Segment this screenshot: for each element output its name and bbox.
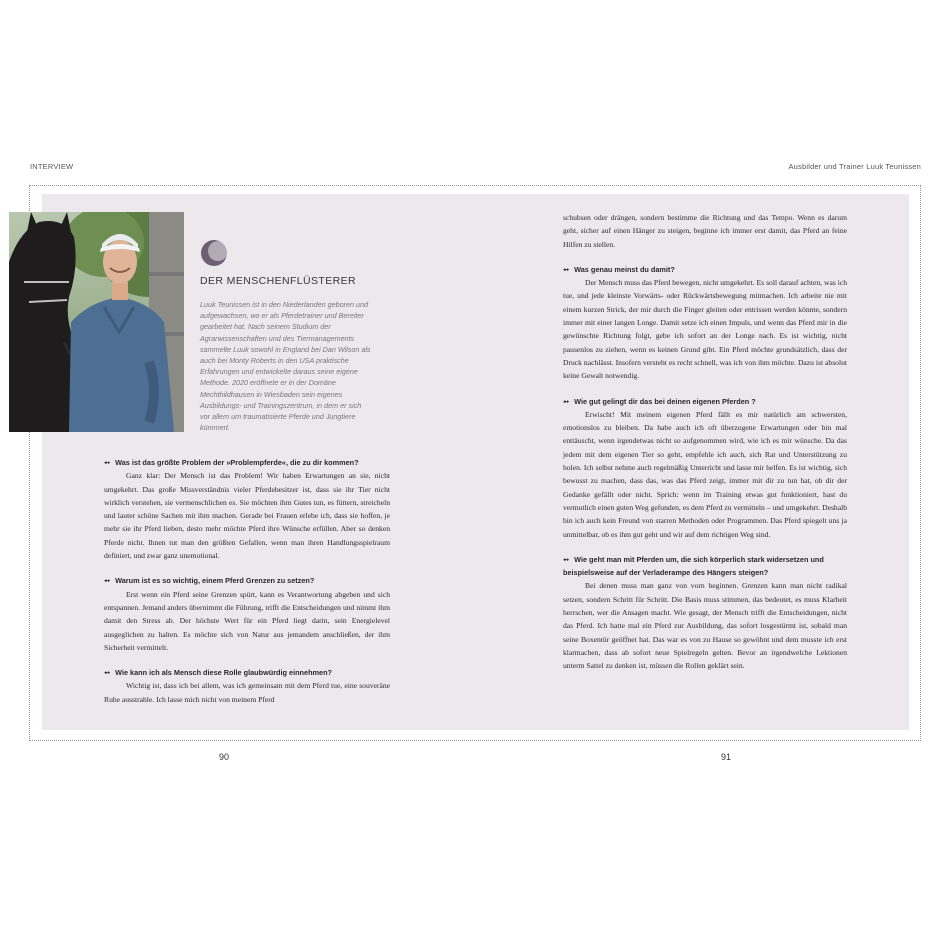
- crescent-moon-icon: [200, 239, 228, 267]
- page-number-right: 91: [721, 752, 732, 762]
- question: ➻ Was genau meinst du damit?: [563, 264, 675, 274]
- arrow-bullet-icon: ➻: [104, 458, 111, 467]
- intro-box: [200, 239, 372, 433]
- intro-title: DER MENSCHENFLÜSTERER: [200, 275, 356, 287]
- answer: Erst wenn ein Pferd seine Grenzen spürt, kann es Verantwortung abgeben und sich entspannen. Jemand anders übernimmt die Führung, trifft die Entscheidungen und nimmt ihm damit den Stress ab. Der höchste Wert für ein Pferd liegt darin, sein Energielevel ausgeglichen zu halten. Es möchte sich von Natur aus jemandem anschließen, der ihm Sicherheit vermittelt.: [104, 589, 390, 652]
- answer: Ganz klar: Der Mensch ist das Problem! Wir haben Erwartungen an sie, nicht umgekehrt. Das große Missverständnis vieler Pferdebesitzer ist, dass sie ihr Tier nicht wirklich verstehen, sie vermenschlichen es. Sie möchten ihm Gutes tun, es füttern, streicheln und lauter schöne Sachen mit ihm machen. Gerade bei Frauen erlebe ich, dass sie hoffen, je mehr sie ihr Pferd lieben, desto mehr möchte Pferd ihre Wünsche erfüllen. Aber so denken Pferde nicht. Ihnen tut man den größten Gefallen, wenn man ihren Handlungsspielraum definiert, und zwar ganz unemotional.: [104, 471, 390, 561]
- page-number-left: 90: [219, 752, 230, 762]
- arrow-bullet-icon: ➻: [563, 554, 570, 564]
- question: ➻ Wie gut gelingt dir das bei deinen eigenen Pferden ?: [563, 396, 756, 406]
- arrow-bullet-icon: ➻: [563, 264, 570, 274]
- question: ➻ Wie kann ich als Mensch diese Rolle glaubwürdig einnehmen?: [104, 668, 332, 678]
- arrow-bullet-icon: ➻: [563, 396, 570, 406]
- question: ➻ Wie geht man mit Pferden um, die sich körperlich stark widersetzen und beispielsweise auf der Verladerampe des Hängers steigen?: [563, 554, 824, 578]
- question: ➻ Was ist das größte Problem der »Problempferde«, die zu dir kommen?: [104, 458, 359, 467]
- answer-continuation: schubsen oder drängen, sondern bestimme die Richtung und das Tempo. Wenn es darum geht, sicher auf einen Hänger zu steigen, beginne ich immer erst damit, das Pferd an feine Hilfen zu stellen.: [563, 213, 847, 249]
- running-head-left: INTERVIEW: [30, 162, 74, 171]
- answer: Bei denen muss man ganz von vorn beginnen. Grenzen kann man nicht radikal setzen, sondern Schritt für Schritt. Die Basis muss stimmen, das bedeutet, es muss Klarheit herrschen, wer die Ansagen macht. Wie gesagt, der Mensch trifft die Entscheidungen, nicht das Pferd. Ich hatte mal ein Pferd zur Ausbildung, das sofort losgestürmt ist, sobald man seine Boxentür geöffnet hat. Das war es von zu Hause so gewöhnt und dem musste ich erst klarmachen, dass ab sofort neue Spielregeln gelten. Bevor an irgendwelche Lektionen unterm Sattel zu denken ist, müssen die Rollen geklärt sein.: [563, 581, 847, 671]
- left-column: [104, 456, 390, 706]
- answer: Erwischt! Mit meinem eigenen Pferd fällt es mir natürlich am schwersten, emotionslos zu bleiben. Da habe auch ich oft überzogene Erwartungen oder bin mal enttäuscht, wenn irgendetwas nicht so aufgenommen wird, wie ich es mir wünsche. Da das jedem mit dem eigenen Tier so geht, empfehle ich auch, sich Rat und Unterstützung zu holen. Ich selbst nehme auch regelmäßig Unterricht und lasse mir helfen. Es ist wichtig, sich bewusst zu machen, dass das, was das Pferd zeigt, immer mit dir zu tun hat, ob dir der Gedanke gefällt oder nicht. Sprich: wenn im Training etwas gut funktioniert, hast du vermutlich einen guten Weg gefunden, es dem Pferd zu vermitteln – und umgekehrt. Deshalb bin ich auch kein Freund von starren Methoden oder Programmen. Das Pferd spiegelt uns ja unmittelbar, ob es ihm gut geht und wir auf dem richtigen Weg sind.: [563, 409, 847, 539]
- right-column: [563, 211, 847, 673]
- arrow-bullet-icon: ➻: [104, 576, 111, 586]
- horse-and-trainer-photo: [9, 212, 184, 432]
- intro-text: Luuk Teunissen ist in den Niederlanden geboren und aufgewachsen, wo er als Pferdetrainer und Bereiter gearbeitet hat. Nach seinem Studium der Agrarwissenschaften und des Tiermanagements sammelte Luuk sowohl in England bei Dan Wilson als auch bei Monty Roberts in den USA praktische Erfahrungen und entwickelte daraus seine eigene Methode. 2020 eröffnete er in der Domäne Mechthildhausen in Wiesbaden sein eigenes Ausbildungs- und Trainingszentrum, in dem er sich vor allem um traumatisierte Pferde und Jungtiere kümmert.: [200, 300, 371, 433]
- arrow-bullet-icon: ➻: [104, 668, 111, 678]
- running-head-right: Ausbilder und Trainer Luuk Teunissen: [788, 162, 921, 171]
- question: ➻ Warum ist es so wichtig, einem Pferd Grenzen zu setzen?: [104, 576, 315, 586]
- answer: Wichtig ist, dass ich bei allem, was ich gemeinsam mit dem Pferd tue, eine souveräne Ruhe ausstrahle. Ich lasse mich nicht von meinem Pferd: [104, 681, 390, 704]
- answer: Der Mensch muss das Pferd bewegen, nicht umgekehrt. Es soll darauf achten, was ich tue, und jede kleinste Vorwärts- oder Rückwärtsbewegung mitmachen. Ich arbeite nie mit einem kurzen Strick, der mir durch die Finger gleiten oder entrissen werden könnte, sondern immer mit einer langen Longe. Damit setze ich einen Impuls, und wenn das Pferd mir in die gewünschte Richtung folgt, gebe ich sofort an der Longe nach. Es ist wichtig, nicht pausenlos zu ziehen, wenn es keinen Grund gibt. Ein Pferd möchte grundsätzlich, dass der Druck nachlässt. Insofern versteht es recht schnell, was ich von ihm möchte. Dazu ist absolut keine Gewalt notwendig.: [563, 278, 847, 381]
